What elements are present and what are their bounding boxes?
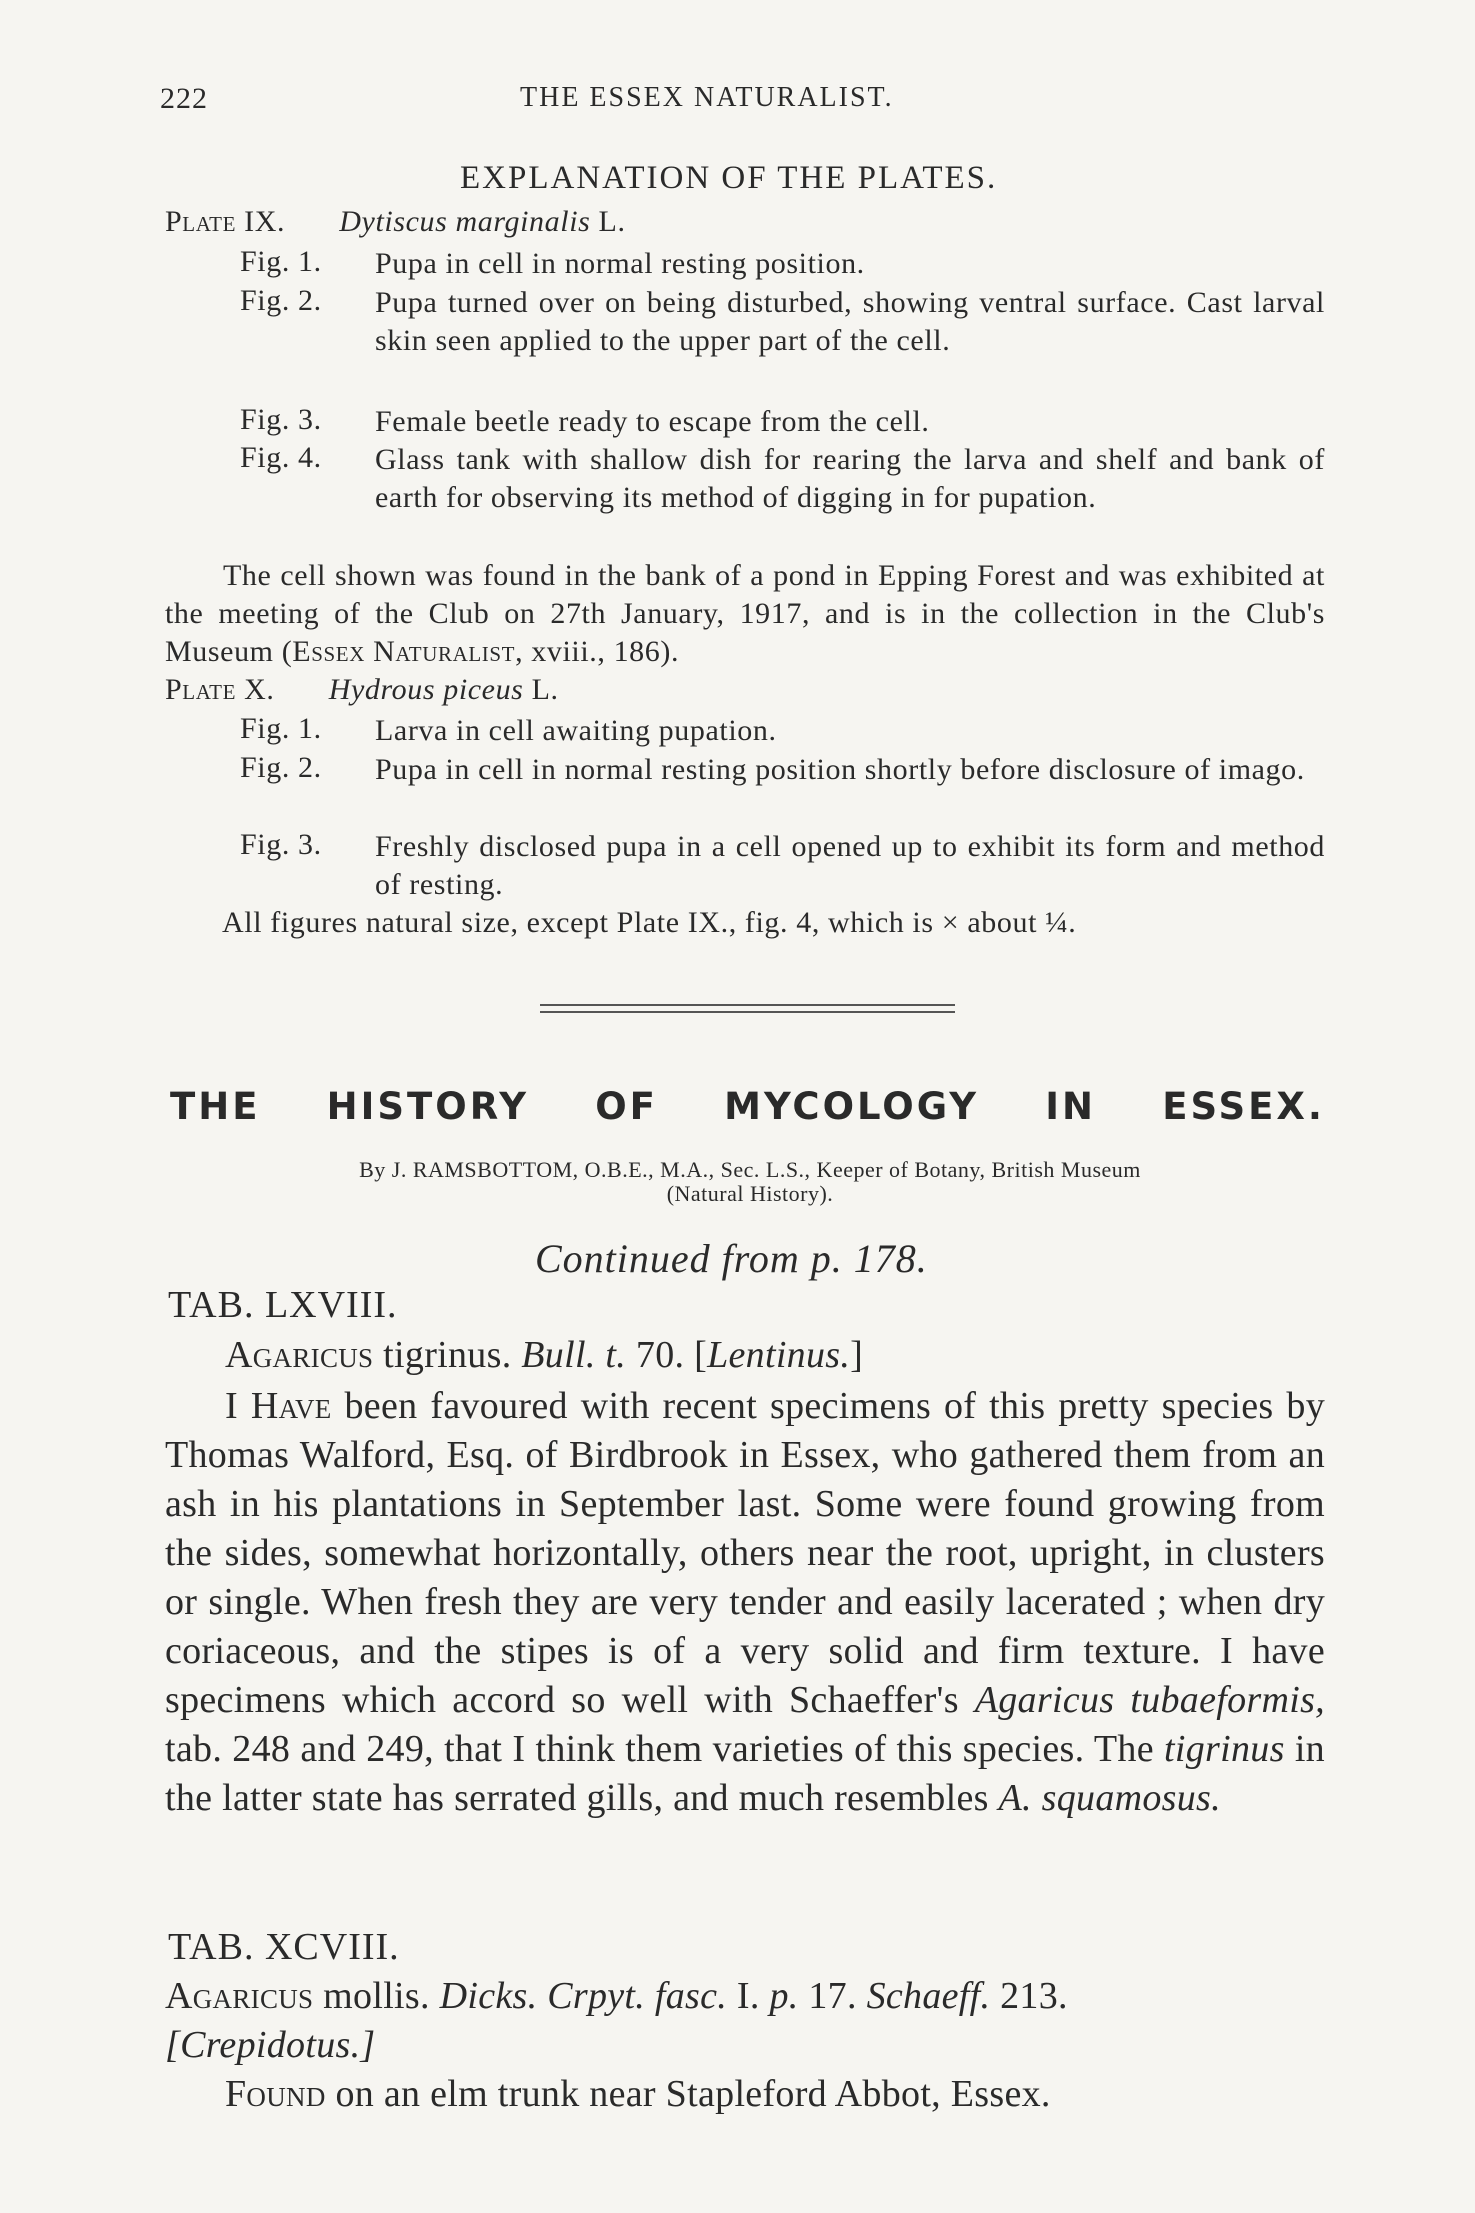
plate-ix-label: Plate IX.: [165, 205, 286, 238]
current-genus: Lentinus.: [707, 1334, 851, 1376]
figures-scale-note: All figures natural size, except Plate IX., fig. 4, which is × about ¼.: [222, 906, 1077, 939]
bracket-close: ]: [850, 1334, 864, 1376]
tab-lxviii-species: [225, 1333, 863, 1377]
species-epithet: mollis.: [313, 1975, 440, 2017]
second-reference: Schaeff.: [866, 1975, 991, 2017]
plate-ix-fig-3-text: Female beetle ready to escape from the cell.: [375, 405, 930, 438]
plate-x-fig-2-text: Pupa in cell in normal resting position shortly before disclosure of imago.: [375, 753, 1305, 786]
plate-x-authority: L.: [531, 673, 559, 706]
plate-x-fig-1-text: Larva in cell awaiting pupation.: [375, 714, 777, 747]
plate-ix-fig-1-label: Fig. 1.: [240, 245, 322, 278]
plate-ix-authority: L.: [598, 205, 626, 238]
description-squamosus: A. squamosus.: [998, 1777, 1221, 1819]
species-genus: Agaricus: [225, 1334, 374, 1376]
description-lead: Found: [225, 2073, 326, 2115]
continued-note: Continued from p. 178.: [535, 1236, 928, 1281]
plate-ix-note-text: The cell shown was found in the bank of a pond in Epping Forest and was exhibited at the meeting of the Club on 27th January, 1917, and is in the collection in the Club's Museum (: [165, 559, 1325, 668]
plate-ix-note-ref: , xviii., 186).: [515, 635, 680, 668]
plate-x-fig-3-label: Fig. 3.: [240, 828, 322, 861]
tab-xcviii-current-genus: [Crepidotus.]: [165, 2024, 376, 2066]
description-text-c: in the latter state has serrated gills, and much resembles: [165, 1728, 1325, 1819]
species-reference-volume: I.: [727, 1975, 770, 2017]
plate-x-fig-3-text: Freshly disclosed pupa in a cell opened up to exhibit its form and method of resting.: [375, 830, 1325, 901]
description-ref-species: Agaricus tubaeformis,: [974, 1679, 1325, 1721]
description-lead: I Have: [225, 1385, 332, 1427]
plate-ix-fig-2-text: Pupa turned over on being disturbed, showing ventral surface. Cast larval skin seen applied to the upper part of the cell.: [375, 286, 1325, 357]
plate-ix-fig-3-label: Fig. 3.: [240, 403, 322, 436]
running-title: THE ESSEX NATURALIST.: [520, 82, 894, 113]
page-number-ref: 17.: [798, 1975, 867, 2017]
tab-xcviii-description: [225, 2072, 1051, 2116]
description-text-b: tab. 248 and 249, that I think them varieties of this species. The: [165, 1728, 1165, 1770]
plate-ix-fig-2-label: Fig. 2.: [240, 284, 322, 317]
plate-x-fig-1-label: Fig. 1.: [240, 712, 322, 745]
byline-institution: (Natural History).: [666, 1181, 834, 1206]
plate-x-species: Hydrous piceus: [328, 673, 524, 706]
description-text-a: been favoured with recent specimens of this pretty species by Thomas Walford, Esq. of Birdbrook in Essex, who gathered them from an ash in his plantations in September last. Some were found growing from the sides, somewhat horizontally, others near the root, upright, in clusters or single. When fresh they are very tender and easily lacerated ; when dry coriaceous, and the stipes is of a very solid and firm texture. I have specimens which accord so well with Schaeffer's: [165, 1385, 1325, 1721]
species-reference-number: 70. [: [626, 1334, 708, 1376]
species-epithet: tigrinus.: [373, 1334, 522, 1376]
tab-xcviii-species: [165, 1974, 1068, 2018]
plate-ix-heading: [165, 205, 626, 239]
section-divider-top: [540, 1004, 955, 1006]
species-reference: Dicks. Crpyt. fasc.: [439, 1975, 728, 2017]
second-reference-number: 213.: [990, 1975, 1068, 2017]
page-abbrev: p.: [769, 1975, 799, 2017]
plate-ix-species: Dytiscus marginalis: [339, 205, 591, 238]
article-title: THE HISTORY OF MYCOLOGY IN ESSEX.: [170, 1085, 1325, 1128]
plate-x-label: Plate X.: [165, 673, 275, 706]
plate-ix-fig-4-label: Fig. 4.: [240, 441, 322, 474]
description-text: on an elm trunk near Stapleford Abbot, Essex.: [325, 2073, 1051, 2115]
plate-x-fig-2-label: Fig. 2.: [240, 751, 322, 784]
plate-x-heading: [165, 673, 559, 707]
explanation-title: EXPLANATION OF THE PLATES.: [460, 160, 998, 196]
section-divider-bottom: [540, 1011, 955, 1013]
species-genus: Agaricus: [165, 1975, 314, 2017]
tab-lxviii-heading: TAB. LXVIII.: [168, 1284, 398, 1326]
tab-lxviii-description: [165, 1382, 1325, 1823]
plate-ix-note: [165, 557, 1325, 671]
tab-xcviii-heading: TAB. XCVIII.: [168, 1926, 400, 1968]
species-reference: Bull. t.: [521, 1334, 627, 1376]
plate-ix-fig-4-text: Glass tank with shallow dish for rearing the larva and shelf and bank of earth for observing its method of digging in for pupation.: [375, 443, 1325, 514]
journal-name: Essex Naturalist: [292, 635, 516, 668]
byline-author: By J. RAMSBOTTOM, O.B.E., M.A., Sec. L.S., Keeper of Botany, British Museum: [359, 1157, 1141, 1182]
description-tigrinus: tigrinus: [1164, 1728, 1285, 1770]
byline: [190, 1158, 1310, 1206]
page-number: 222: [160, 82, 208, 115]
plate-ix-fig-1-text: Pupa in cell in normal resting position.: [375, 247, 865, 280]
